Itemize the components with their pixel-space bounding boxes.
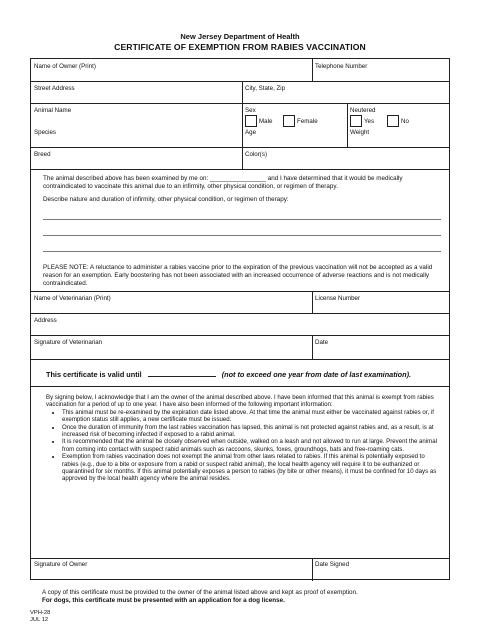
acknowledgment-bullet: • Once the duration of immunity from the last rabies vaccination has lapsed, this animal is not protected against rabies and, as a result, is at increased risk of becoming infected if exposed to a rabid animal. <box>62 424 438 439</box>
sex-label: Sex <box>245 107 256 114</box>
weight-field[interactable]: Weight <box>350 129 370 136</box>
owner-name-field[interactable]: Name of Owner (Print) <box>34 63 96 70</box>
telephone-field[interactable]: Telephone Number <box>315 63 368 70</box>
female-label: Female <box>297 118 318 125</box>
certificate-form <box>30 58 450 580</box>
date-signed-field[interactable]: Date Signed <box>315 561 350 568</box>
owner-signature-field[interactable]: Signature of Owner <box>34 561 88 568</box>
exam-statement: The animal described above has been examined by me on: ________________ and I have determined that it would be medically contraindicated to vaccinate this animal due to an infirmity, other physical condition, or regimen of therapy. <box>43 175 403 190</box>
male-label: Male <box>259 118 273 125</box>
therapy-line-3[interactable] <box>43 251 441 252</box>
colors-field[interactable]: Color(s) <box>245 151 268 158</box>
acknowledgment-section <box>46 394 438 483</box>
therapy-line-2[interactable] <box>43 235 441 236</box>
date-field[interactable]: Date <box>315 339 329 346</box>
copy-note: A copy of this certificate must be provided to the owner of the animal listed above and kept as proof of exemption. <box>42 589 358 596</box>
vet-name-field[interactable]: Name of Veterinarian (Print) <box>34 295 111 302</box>
neutered-no-checkbox[interactable] <box>387 115 399 127</box>
license-number-field[interactable]: License Number <box>315 295 361 302</box>
validity-line <box>46 369 411 379</box>
describe-prompt: Describe nature and duration of infirmity, other physical condition, or regimen of therapy: <box>43 196 289 203</box>
female-checkbox[interactable] <box>283 115 295 127</box>
neutered-label: Neutered <box>350 107 376 114</box>
valid-until-input[interactable] <box>148 369 216 377</box>
age-field[interactable]: Age <box>245 129 257 136</box>
form-revision: JUL 12 <box>30 617 49 623</box>
form-code: VPH-28 <box>30 610 51 616</box>
acknowledgment-bullet: • Exemption from rabies vaccination does not exempt the animal from other laws related to rabies. If this animal is potentially exposed to rabies (e.g., due to a bite or exposure from a rabid or suspect rabid animal), the local health agency will require it to be euthanized or quarantined for six months. If this animal potentially exposes a person to rabies (by bite or other means), it must be confined for 10 days as approved by the local health agency where the animal resides. <box>62 453 438 483</box>
please-note: PLEASE NOTE: A reluctance to administer a rabies vaccine prior to the expiration of the previous vaccination will not be accepted as a valid reason for an exemption. Early boostering has not been associated with an increased occurrence of adverse reactions and is not medically contraindicated. <box>43 264 433 287</box>
no-label: No <box>401 118 409 125</box>
species-field[interactable]: Species <box>34 129 57 136</box>
yes-label: Yes <box>364 118 375 125</box>
footer-notes <box>42 589 442 605</box>
breed-field[interactable]: Breed <box>34 151 51 158</box>
validity-label: This certificate is valid until <box>46 370 142 379</box>
acknowledgment-intro: By signing below, I acknowledge that I am the owner of the animal described above. I have been informed that this animal is exempt from rabies vaccination for a period of up to one year. I have also been informed of the following important information: <box>46 394 434 409</box>
department-name: New Jersey Department of Health <box>180 32 300 41</box>
dog-license-note: For dogs, this certificate must be presented with an application for a dog license. <box>42 597 285 604</box>
acknowledgment-bullet: • It is recommended that the animal be closely observed when outside, walked on a leash and not allowed to run at large. Prevent the animal from coming into contact with suspect rabid animals such as raccoons, skunks, foxes, groundhogs, bats and free-roaming cats. <box>62 438 438 453</box>
acknowledgment-bullet: • This animal must be re-examined by the expiration date listed above. At that time the animal must either be vaccinated against rabies or, if exemption status still applies, a new certificate must be issued. <box>62 409 438 424</box>
city-state-zip-field[interactable]: City, State, Zip <box>245 85 286 92</box>
form-title: CERTIFICATE OF EXEMPTION FROM RABIES VACCINATION <box>114 42 366 52</box>
animal-name-field[interactable]: Animal Name <box>34 107 72 114</box>
male-checkbox[interactable] <box>245 115 257 127</box>
street-address-field[interactable]: Street Address <box>34 85 75 92</box>
neutered-yes-checkbox[interactable] <box>350 115 362 127</box>
validity-note: (not to exceed one year from date of last examination). <box>221 370 412 379</box>
vet-signature-field[interactable]: Signature of Veterinarian <box>34 339 103 346</box>
therapy-line-1[interactable] <box>43 219 441 220</box>
address-field[interactable]: Address <box>34 317 57 324</box>
